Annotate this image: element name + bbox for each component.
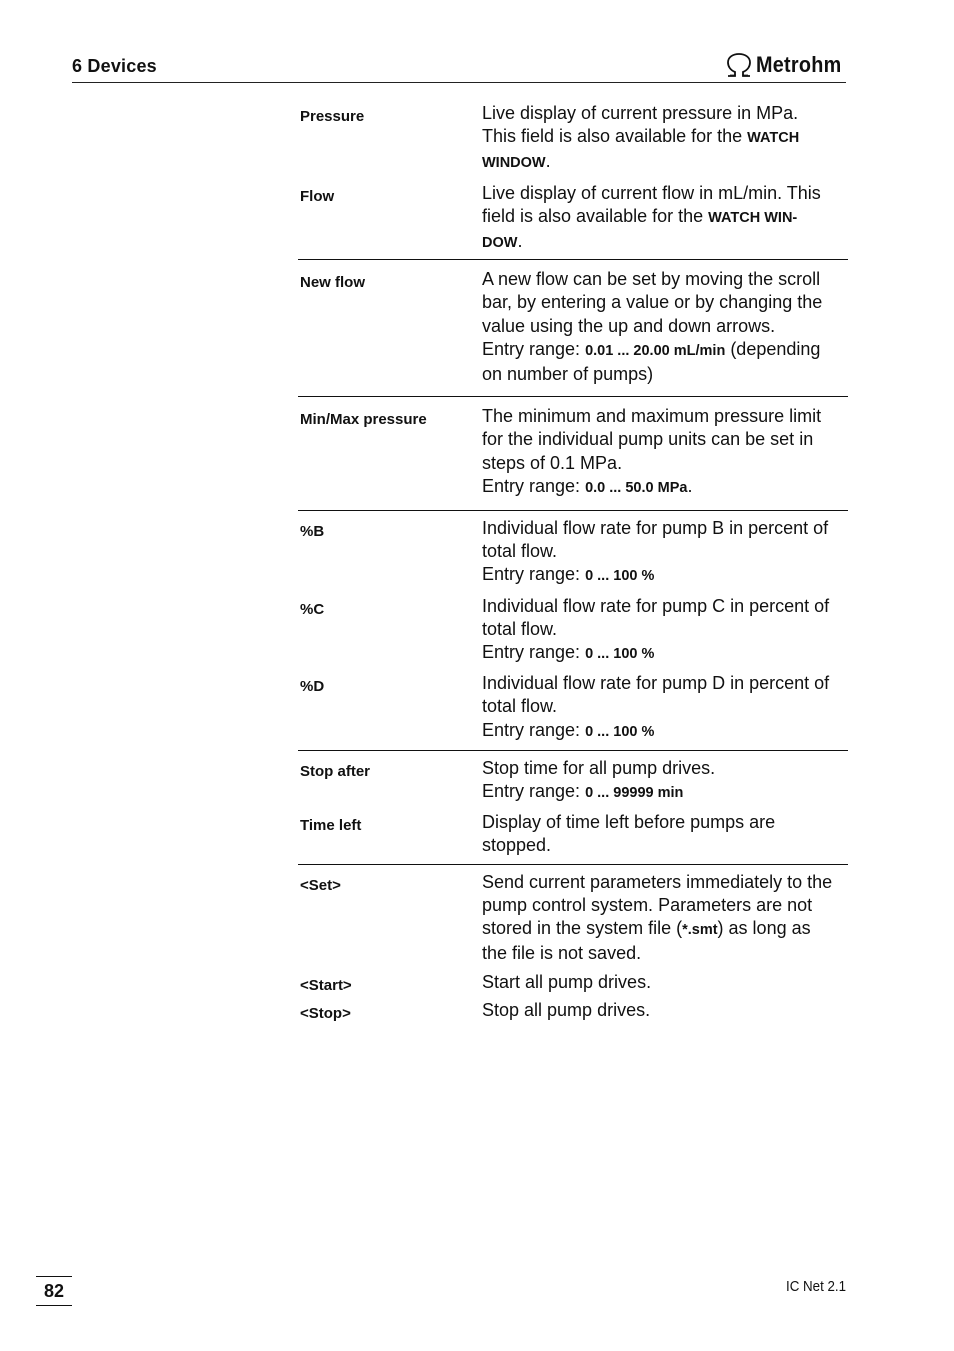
definition-term: %C (300, 600, 325, 618)
description-text: total flow. (482, 618, 558, 639)
parameter-value: WINDOW (482, 155, 546, 172)
description-text: . (517, 231, 523, 252)
description-line (482, 917, 846, 942)
parameter-value: 0.01 ... 20.00 mL/min (585, 342, 726, 359)
parameter-value: *.smt (682, 922, 718, 939)
description-line (482, 672, 846, 695)
description-line (482, 452, 846, 475)
description-line (482, 102, 846, 125)
description-text: . (687, 475, 693, 496)
description-text: pump control system. Parameters are not (482, 894, 813, 915)
description-text: A new flow can be set by moving the scroll (482, 269, 821, 290)
definition-description (482, 672, 848, 750)
description-text: Display of time left before pumps are (482, 812, 776, 833)
definition-term: Min/Max pressure (300, 411, 427, 429)
definition-row (298, 867, 848, 971)
description-text: on number of pumps) (482, 364, 654, 385)
description-text: Individual flow rate for pump D in percent of (482, 673, 830, 694)
definition-description (482, 102, 848, 182)
description-text: for the individual pump units can be set in (482, 429, 814, 450)
definition-row (298, 513, 848, 595)
definition-group (298, 750, 848, 864)
definition-row (298, 672, 848, 750)
description-text: the file is not saved. (482, 943, 642, 964)
definition-row (298, 811, 848, 863)
parameter-value: DOW (482, 235, 518, 252)
definition-description (482, 262, 848, 396)
page-number: 82 (43, 1280, 65, 1301)
parameter-value: 0.0 ... 50.0 MPa (585, 479, 688, 496)
omega-logo-icon (724, 52, 754, 78)
definition-term: %D (300, 678, 325, 696)
definition-group (298, 100, 848, 259)
description-text: Individual flow rate for pump C in percent of (482, 595, 830, 616)
description-line (482, 563, 846, 588)
definition-term: New flow (300, 274, 366, 292)
definition-row (298, 999, 848, 1027)
description-line (482, 757, 846, 780)
description-line (482, 942, 846, 965)
description-line (482, 595, 846, 618)
definition-description (482, 867, 848, 971)
definition-description (482, 182, 848, 260)
description-line (482, 999, 846, 1022)
definition-row (298, 971, 848, 999)
description-line (482, 363, 846, 386)
description-text: Entry range: (482, 642, 586, 663)
parameter-value: 0 ... 100 % (585, 568, 655, 585)
description-line (482, 205, 846, 230)
page-number-box (36, 1276, 72, 1306)
definition-row (298, 102, 848, 182)
description-line (482, 871, 846, 894)
definition-row (298, 595, 848, 673)
description-text: (depending (725, 338, 821, 359)
description-line (482, 695, 846, 718)
description-text: value using the up and down arrows. (482, 315, 776, 336)
description-text: This field is also available for the (482, 126, 748, 147)
definition-description (482, 999, 848, 1027)
description-text: steps of 0.1 MPa. (482, 452, 623, 473)
description-text: ) as long as (717, 918, 811, 939)
definition-term: Pressure (300, 108, 365, 125)
description-line (482, 428, 846, 451)
description-line (482, 338, 846, 363)
definition-term: <Set> (300, 876, 341, 894)
description-text: Entry range: (482, 475, 586, 496)
description-line (482, 182, 846, 205)
description-line (482, 641, 846, 666)
description-line (482, 834, 846, 857)
description-text: stored in the system file ( (482, 918, 683, 939)
definition-term: <Start> (300, 976, 352, 994)
description-line (482, 517, 846, 540)
description-text: Live display of current pressure in MPa. (482, 103, 799, 123)
description-text: total flow. (482, 541, 558, 562)
description-line (482, 618, 846, 641)
description-text: Live display of current flow in mL/min. This (482, 182, 821, 203)
brand-logo (724, 52, 851, 78)
description-text: . (545, 151, 551, 172)
definition-group (298, 510, 848, 750)
brand-name: Metrohm (756, 52, 842, 77)
description-line (482, 268, 846, 291)
definition-group (298, 396, 848, 510)
description-line (482, 405, 846, 428)
definition-row (298, 262, 848, 396)
description-text: Individual flow rate for pump B in percent of (482, 518, 829, 539)
description-text: Stop time for all pump drives. (482, 757, 716, 778)
description-line (482, 971, 846, 994)
description-text: Entry range: (482, 719, 586, 740)
parameter-value: 0 ... 100 % (585, 646, 655, 663)
description-line (482, 894, 846, 917)
section-title: 6 Devices (72, 56, 157, 76)
parameter-value: 0 ... 99999 min (585, 785, 684, 802)
header-rule (72, 82, 846, 83)
description-text: Entry range: (482, 564, 586, 585)
definition-description (482, 399, 848, 510)
definition-description (482, 753, 848, 811)
description-text: stopped. (482, 835, 552, 856)
description-text: Entry range: (482, 781, 586, 802)
definition-group (298, 259, 848, 396)
description-line (482, 125, 846, 150)
definition-term: Time left (300, 817, 362, 835)
description-line (482, 719, 846, 744)
definition-description (482, 513, 848, 595)
definition-term: Flow (300, 187, 335, 205)
definition-term: <Stop> (300, 1004, 351, 1022)
product-name: IC Net 2.1 (786, 1279, 847, 1295)
parameter-value: WATCH WIN- (708, 209, 798, 226)
description-text: total flow. (482, 696, 558, 717)
description-text: Stop all pump drives. (482, 999, 651, 1020)
description-text: Start all pump drives. (482, 971, 652, 992)
description-text: Entry range: (482, 338, 586, 359)
definition-description (482, 811, 848, 863)
description-line (482, 780, 846, 805)
description-text: The minimum and maximum pressure limit (482, 406, 822, 427)
definition-group (298, 864, 848, 1027)
parameter-value: 0 ... 100 % (585, 723, 655, 740)
description-line (482, 475, 846, 500)
parameter-value: WATCH (747, 130, 800, 147)
description-line (482, 291, 846, 314)
definition-table (298, 100, 848, 1027)
description-line (482, 811, 846, 834)
description-text: bar, by entering a value or by changing the (482, 292, 823, 313)
definition-row (298, 753, 848, 811)
definition-term: %B (300, 523, 325, 541)
description-line (482, 540, 846, 563)
description-line (482, 150, 846, 175)
definition-row (298, 399, 848, 510)
description-line (482, 315, 846, 338)
description-text: Send current parameters immediately to the (482, 871, 833, 892)
description-line (482, 230, 846, 255)
definition-description (482, 971, 848, 999)
definition-row (298, 182, 848, 260)
description-text: field is also available for the (482, 205, 709, 226)
definition-term: Stop after (300, 762, 371, 780)
definition-description (482, 595, 848, 673)
